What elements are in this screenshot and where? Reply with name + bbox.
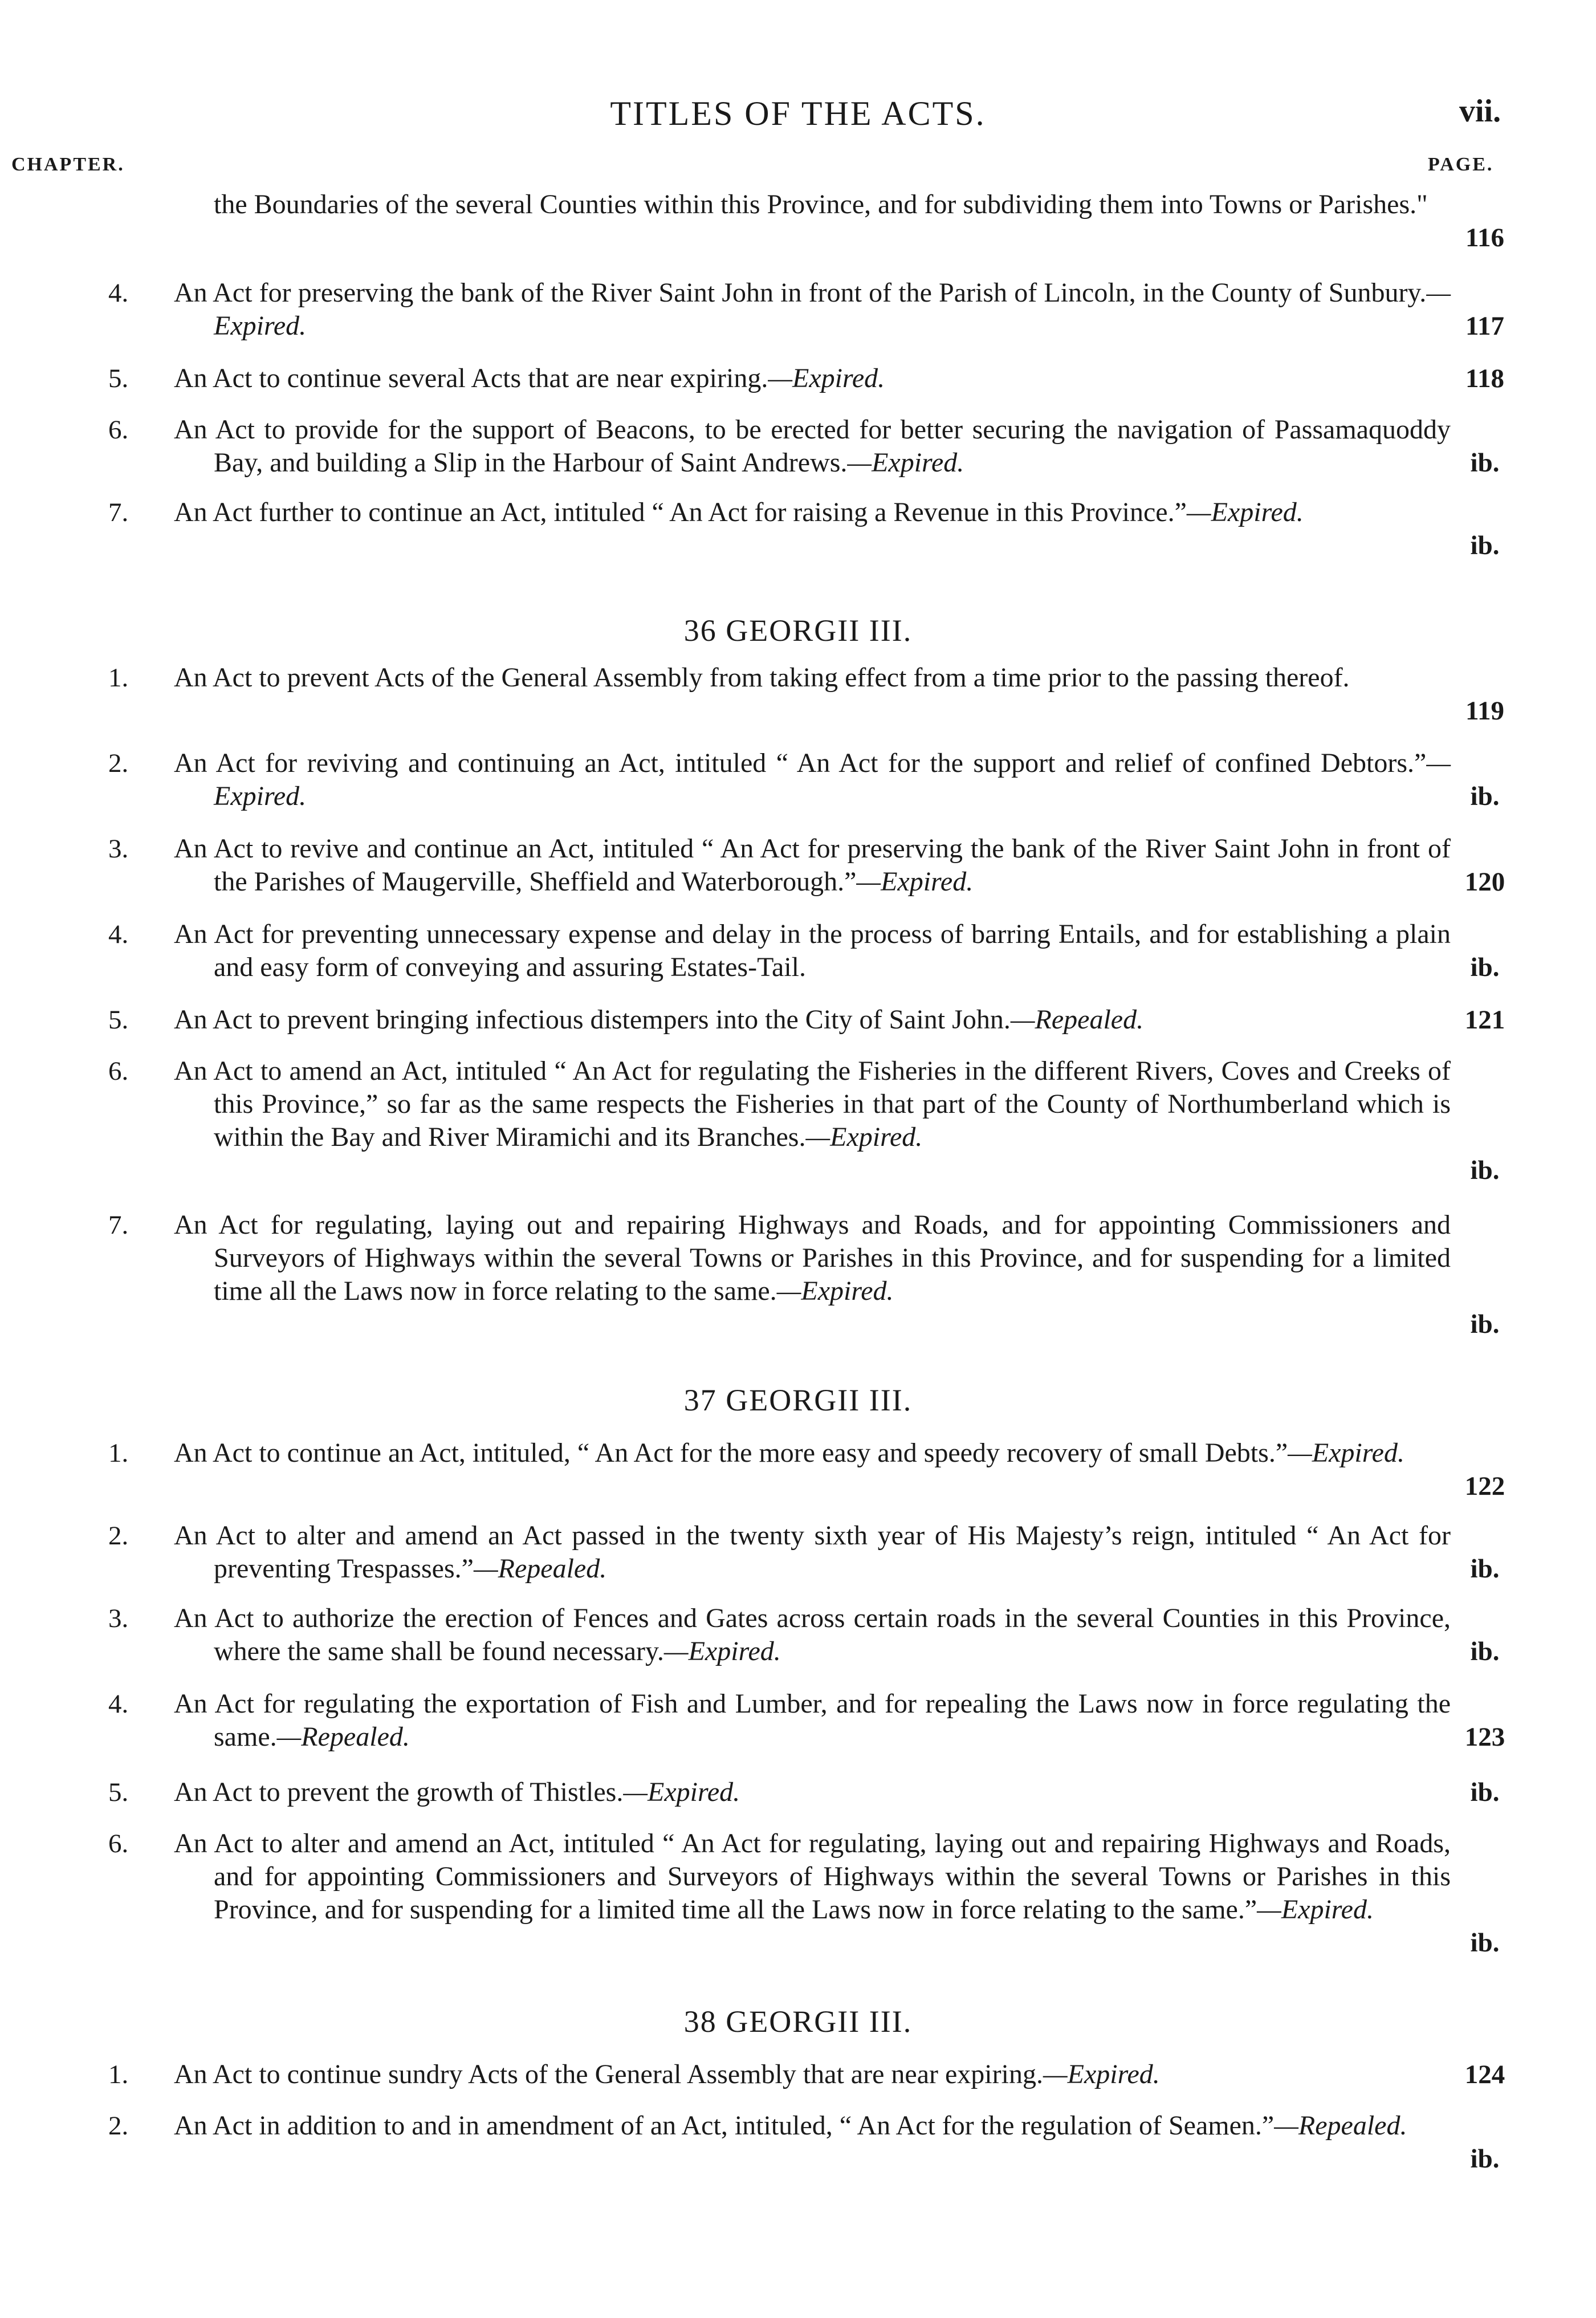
entry-text: An Act to alter and amend an Act passed in the twenty sixth year of His Majesty’s reign, intituled “ An Act for preventing Trespasses.”—Repealed. (174, 1520, 1451, 1584)
entry-text: An Act to alter and amend an Act, intituled “ An Act for regulating, laying out and repairing Highways and Roads, and for appointing Commissioners and Surveyors of Highways within the several Towns or Parishes in this Province, and for suspending for a limited time all the Laws now in force relating to the same.”—Expired. (174, 1828, 1451, 1925)
entry-page: 116 (1465, 223, 1504, 253)
entry-number: 3. (108, 1604, 129, 1633)
entry-page: 118 (1465, 364, 1504, 393)
entry-text: An Act for preserving the bank of the River Saint John in front of the Parish of Lincoln, in the County of Sunbury.—Expired. (174, 278, 1451, 341)
entry-number: 7. (108, 1210, 129, 1240)
page-column-label: PAGE. (1428, 154, 1494, 175)
entry-page: ib. (1470, 1156, 1500, 1185)
entry-text: An Act to amend an Act, intituled “ An Act for regulating the Fisheries in the different Rivers, Coves and Creeks of this Province,” so far as the same respects the Fisheries in that part of the County of Northumberland which is within the Bay and River Miramichi and its Branches.—Expired. (174, 1056, 1451, 1152)
entry-page: ib. (1470, 953, 1500, 982)
entry-page: 122 (1464, 1471, 1505, 1501)
entry-number: 1. (108, 1438, 129, 1468)
entry-number: 4. (108, 920, 129, 949)
entry-text: An Act further to continue an Act, intituled “ An Act for raising a Revenue in this Province.”—Expired. (174, 497, 1304, 527)
entry-text: An Act to prevent bringing infectious distempers into the City of Saint John.—Repealed. (174, 1005, 1144, 1035)
entry-number: 6. (108, 415, 129, 445)
entry-text: An Act for preventing unnecessary expense and delay in the process of barring Entails, and for establishing a plain and easy form of conveying and assuring Estates-Tail. (174, 919, 1451, 982)
entry-text: An Act to revive and continue an Act, intituled “ An Act for preserving the bank of the River Saint John in front of the Parishes of Maugerville, Sheffield and Waterborough.”—Expired. (174, 833, 1451, 897)
entry-text: An Act for regulating the exportation of Fish and Lumber, and for repealing the Laws now in force regulating the same.—Repealed. (174, 1689, 1451, 1752)
entry-page: ib. (1470, 531, 1500, 560)
entry-text: An Act for regulating, laying out and repairing Highways and Roads, and for appointing Commissioners and Surveyors of Highways within the several Towns or Parishes in this Province, and for suspending for a limited time all the Laws now in force relating to the same.—Expired. (174, 1210, 1451, 1306)
entry-page: ib. (1470, 1928, 1500, 1958)
entry-text: An Act to prevent the growth of Thistles.—Expired. (174, 1777, 740, 1807)
entry-number: 7. (108, 498, 129, 527)
entry-text: An Act to provide for the support of Beacons, to be erected for better securing the navigation of Passamaquoddy Bay, and building a Slip in the Harbour of Saint Andrews.—Expired. (174, 414, 1451, 478)
entry-page: ib. (1470, 1310, 1500, 1339)
entry-page: ib. (1470, 1637, 1500, 1666)
entry-page: ib. (1470, 448, 1500, 478)
entry-text: An Act for reviving and continuing an Act, intituled “ An Act for the support and relief of confined Debtors.”—Expired. (174, 748, 1451, 811)
entry-text: An Act to continue an Act, intituled, “ An Act for the more easy and speedy recovery of small Debts.”—Expired. (174, 1438, 1404, 1468)
entry-number: 3. (108, 834, 129, 864)
section-heading: 37 GEORGII III. (683, 1383, 913, 1417)
section-heading: 36 GEORGII III. (683, 613, 913, 648)
entry-number: 6. (108, 1829, 129, 1859)
entry-page: 124 (1464, 2060, 1505, 2089)
entry-page: ib. (1470, 782, 1500, 811)
entry-page: 120 (1464, 867, 1505, 897)
page-number: vii. (1459, 93, 1501, 129)
entry-number: 1. (108, 663, 129, 693)
entry-page: 123 (1464, 1722, 1505, 1752)
entry-text: the Boundaries of the several Counties within this Province, and for subdividing them into Towns or Parishes." (214, 189, 1428, 219)
entry-page: 117 (1465, 311, 1504, 341)
entry-text: An Act to continue several Acts that are near expiring.—Expired. (174, 363, 885, 393)
entry-page: ib. (1470, 1778, 1500, 1807)
entry-number: 1. (108, 2060, 129, 2089)
entry-number: 5. (108, 364, 129, 393)
entry-page: 119 (1465, 696, 1504, 726)
entry-number: 5. (108, 1005, 129, 1035)
entry-number: 5. (108, 1778, 129, 1807)
entry-page: ib. (1470, 1554, 1500, 1584)
chapter-column-label: CHAPTER. (11, 154, 125, 175)
entry-page: ib. (1470, 2144, 1500, 2174)
entry-number: 4. (108, 1689, 129, 1719)
entry-number: 2. (108, 749, 129, 778)
entry-text: An Act to authorize the erection of Fences and Gates across certain roads in the several Counties in this Province, where the same shall be found necessary.—Expired. (174, 1603, 1451, 1666)
entry-text: An Act to continue sundry Acts of the General Assembly that are near expiring.—Expired. (174, 2059, 1160, 2089)
entry-number: 2. (108, 1521, 129, 1551)
entry-number: 2. (108, 2111, 129, 2141)
entry-page: 121 (1464, 1005, 1505, 1035)
entry-text: An Act to prevent Acts of the General Assembly from taking effect from a time prior to the passing thereof. (174, 662, 1350, 693)
running-title: TITLES OF THE ACTS. (610, 95, 986, 132)
section-heading: 38 GEORGII III. (683, 2004, 913, 2039)
entry-number: 6. (108, 1056, 129, 1086)
entry-number: 4. (108, 278, 129, 308)
entry-text: An Act in addition to and in amendment of an Act, intituled, “ An Act for the regulation of Seamen.”—Repealed. (174, 2110, 1407, 2141)
